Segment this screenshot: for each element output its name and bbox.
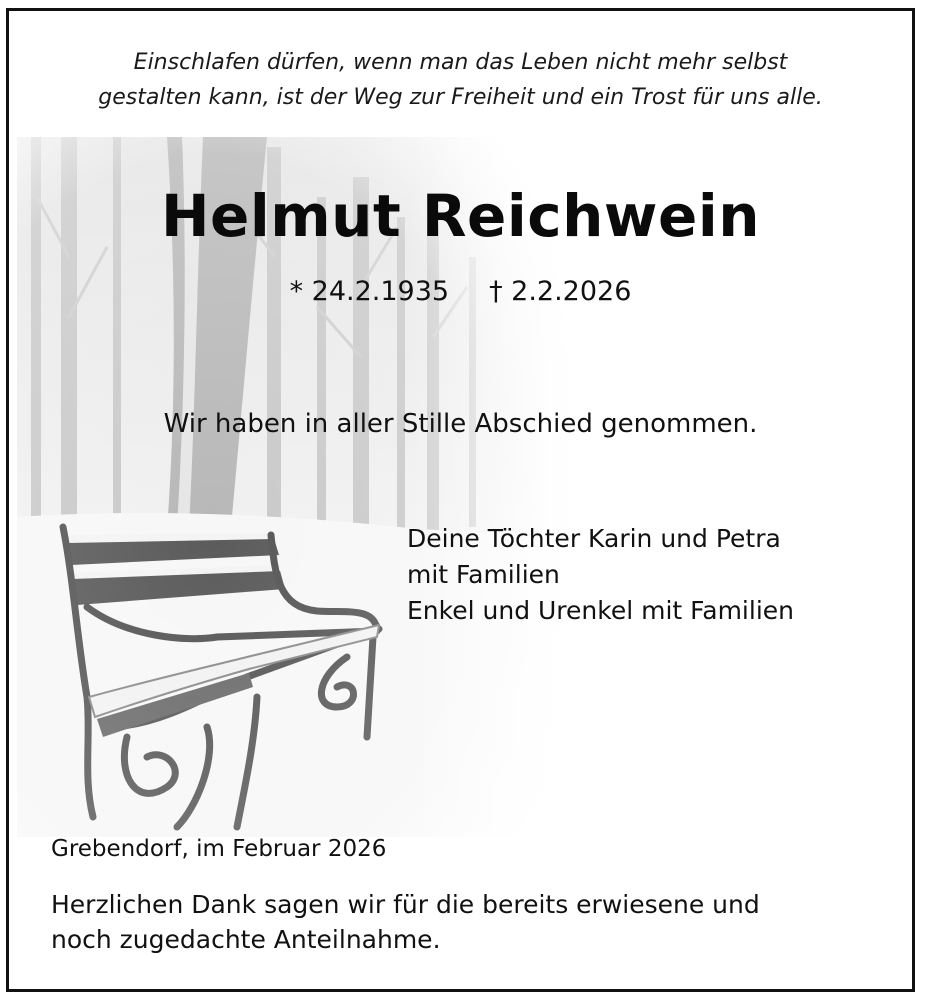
death-date: † 2.2.2026 [489, 276, 632, 307]
mourners-list [407, 521, 794, 629]
motto-line-2: gestalten kann, ist der Weg zur Freiheit und ein Trost für uns alle. [98, 85, 823, 110]
mourner-line: Enkel und Urenkel mit Familien [407, 596, 794, 625]
mourner-line: mit Familien [407, 560, 560, 589]
thanks-line-1: Herzlichen Dank sagen wir für die bereits erwiesene und [51, 890, 760, 919]
birth-date: * 24.2.1935 [289, 276, 450, 307]
motto-line-1: Einschlafen dürfen, wenn man das Leben nicht mehr selbst [133, 50, 788, 75]
mourner-line: Deine Töchter Karin und Petra [407, 524, 781, 553]
thanks-line-2: noch zugedachte Anteilnahme. [51, 925, 441, 954]
obituary-notice [6, 8, 915, 992]
life-dates [9, 274, 912, 310]
place-and-date: Grebendorf, im Februar 2026 [51, 836, 387, 862]
deceased-name: Helmut Reichwein [160, 182, 761, 250]
motto-quote [9, 45, 912, 115]
thanks-note [51, 887, 760, 957]
farewell-text: Wir haben in aller Stille Abschied genommen. [163, 409, 758, 439]
